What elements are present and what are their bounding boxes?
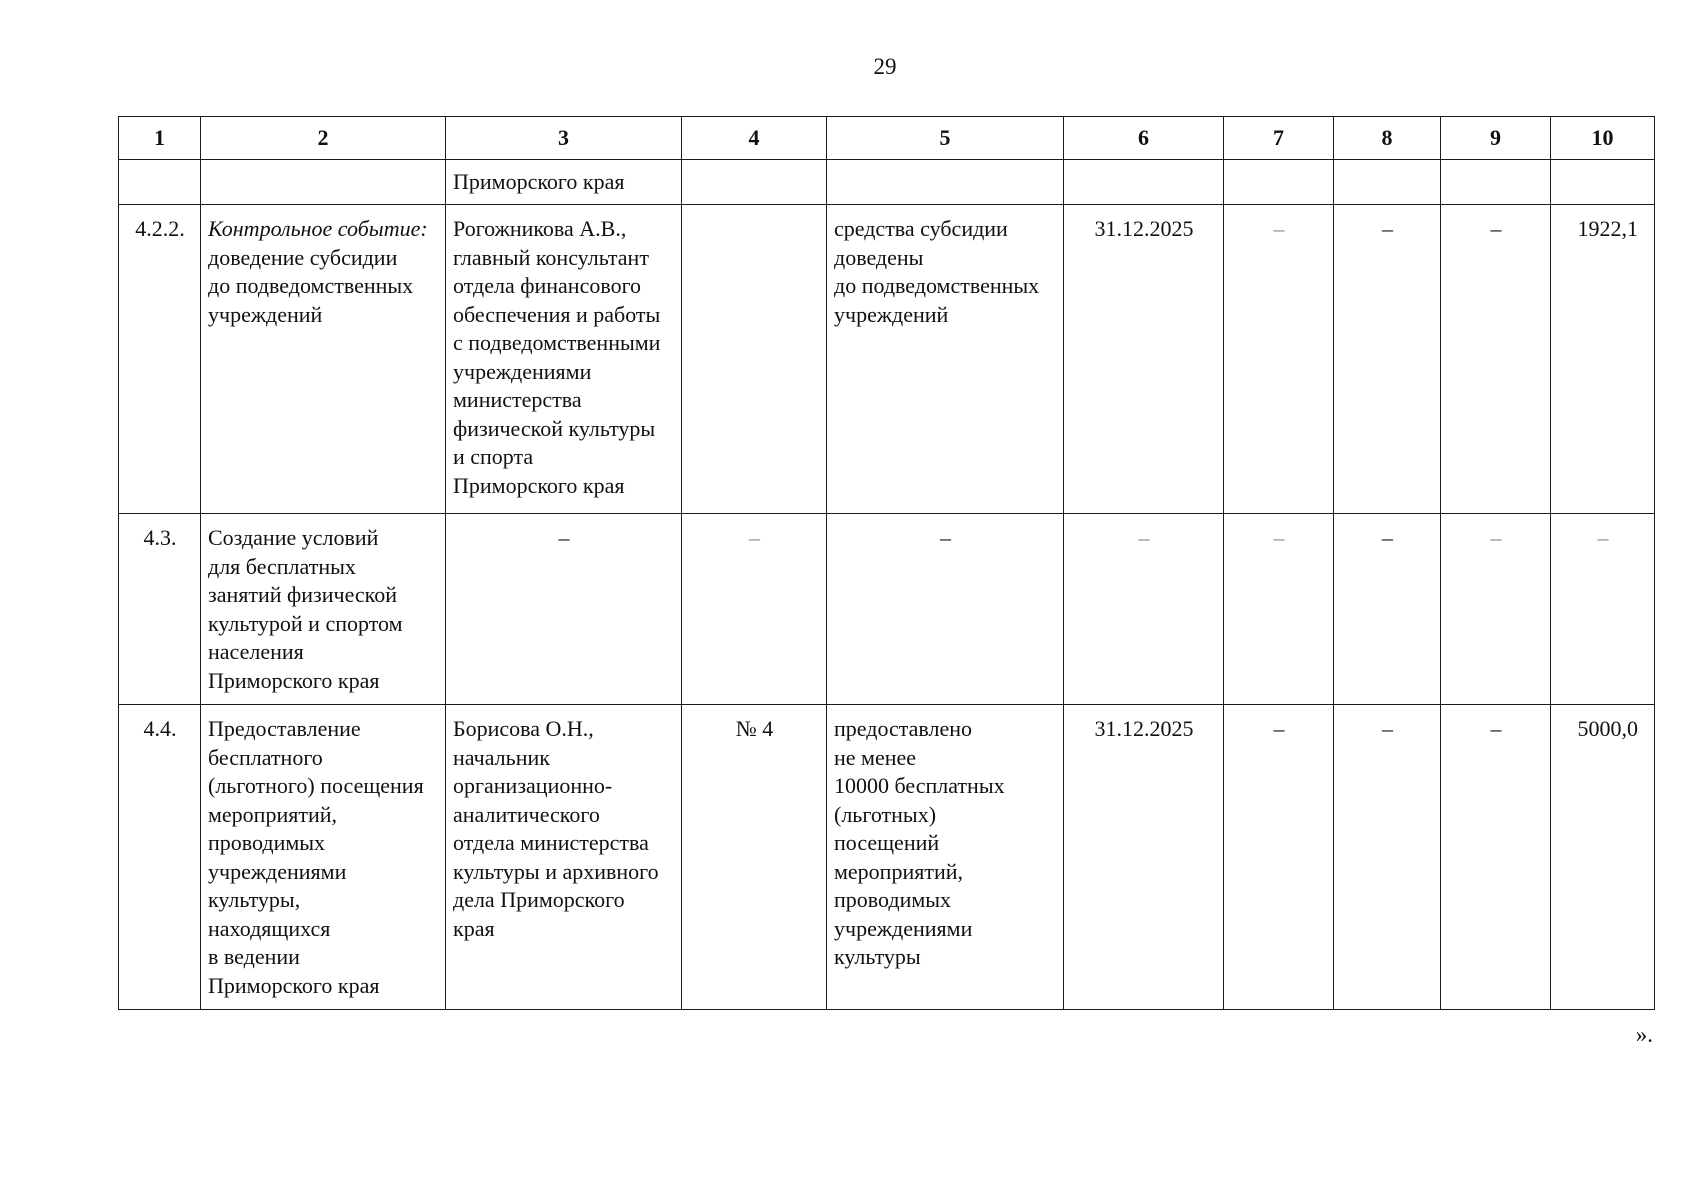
header-cell-3: 3 [446, 117, 682, 160]
header-cell-10: 10 [1551, 117, 1655, 160]
col9-cell: – [1441, 205, 1551, 514]
header-cell-2: 2 [201, 117, 446, 160]
col10-cell: – [1551, 514, 1655, 705]
row-number [119, 160, 201, 205]
row-number: 4.2.2. [119, 205, 201, 514]
col8-cell [1334, 160, 1441, 205]
col10-cell [1551, 160, 1655, 205]
responsible-cell: Приморского края [446, 160, 682, 205]
header-cell-6: 6 [1064, 117, 1224, 160]
header-cell-9: 9 [1441, 117, 1551, 160]
result-cell [827, 160, 1064, 205]
header-cell-4: 4 [682, 117, 827, 160]
header-cell-5: 5 [827, 117, 1064, 160]
col9-cell: – [1441, 514, 1551, 705]
col7-cell: – [1224, 705, 1334, 1010]
header-cell-8: 8 [1334, 117, 1441, 160]
responsible-cell: – [446, 514, 682, 705]
col10-cell: 1922,1 [1551, 205, 1655, 514]
header-cell-1: 1 [119, 117, 201, 160]
col7-cell: – [1224, 205, 1334, 514]
date-cell: 31.12.2025 [1064, 205, 1224, 514]
document-cell: № 4 [682, 705, 827, 1010]
document-cell [682, 205, 827, 514]
document-cell [682, 160, 827, 205]
col8-cell: – [1334, 205, 1441, 514]
header-cell-7: 7 [1224, 117, 1334, 160]
col7-cell [1224, 160, 1334, 205]
header-row [119, 117, 1655, 160]
table-row-4-3 [119, 514, 1655, 705]
row-number: 4.3. [119, 514, 201, 705]
document-cell: – [682, 514, 827, 705]
control-event-label: Контрольное событие: [208, 216, 428, 241]
col7-cell: – [1224, 514, 1334, 705]
col9-cell: – [1441, 705, 1551, 1010]
responsible-cell: Рогожникова А.В., главный консультант отдела финансового обеспечения и работы с подведомственными учреждениями министерства физической культуры и спорта Приморского края [446, 205, 682, 514]
result-cell: предоставлено не менее 10000 бесплатных (льготных) посещений мероприятий, проводимых учреждениями культуры [827, 705, 1064, 1010]
plan-table [118, 116, 1655, 1010]
col8-cell: – [1334, 514, 1441, 705]
event-name-cell [201, 205, 446, 514]
table-row-4-4 [119, 705, 1655, 1010]
date-cell: – [1064, 514, 1224, 705]
responsible-cell: Борисова О.Н., начальник организационно- аналитического отдела министерства культуры и архивного дела Приморского края [446, 705, 682, 1010]
result-cell: – [827, 514, 1064, 705]
date-cell: 31.12.2025 [1064, 705, 1224, 1010]
event-name-cell [201, 160, 446, 205]
row-number: 4.4. [119, 705, 201, 1010]
table-row-continuation [119, 160, 1655, 205]
event-name-text: доведение субсидии до подведомственных учреждений [208, 244, 414, 327]
table-row-4-2-2 [119, 205, 1655, 514]
col8-cell: – [1334, 705, 1441, 1010]
result-cell: средства субсидии доведены до подведомственных учреждений [827, 205, 1064, 514]
date-cell [1064, 160, 1224, 205]
page-number: 29 [873, 54, 897, 79]
event-name-cell: Предоставление бесплатного (льготного) посещения мероприятий, проводимых учреждениями культуры, находящихся в ведении Приморского края [201, 705, 446, 1010]
event-name-cell: Создание условий для бесплатных занятий физической культурой и спортом населения Приморского края [201, 514, 446, 705]
col10-cell: 5000,0 [1551, 705, 1655, 1010]
closing-quote-mark: ». [1635, 1022, 1653, 1047]
col9-cell [1441, 160, 1551, 205]
